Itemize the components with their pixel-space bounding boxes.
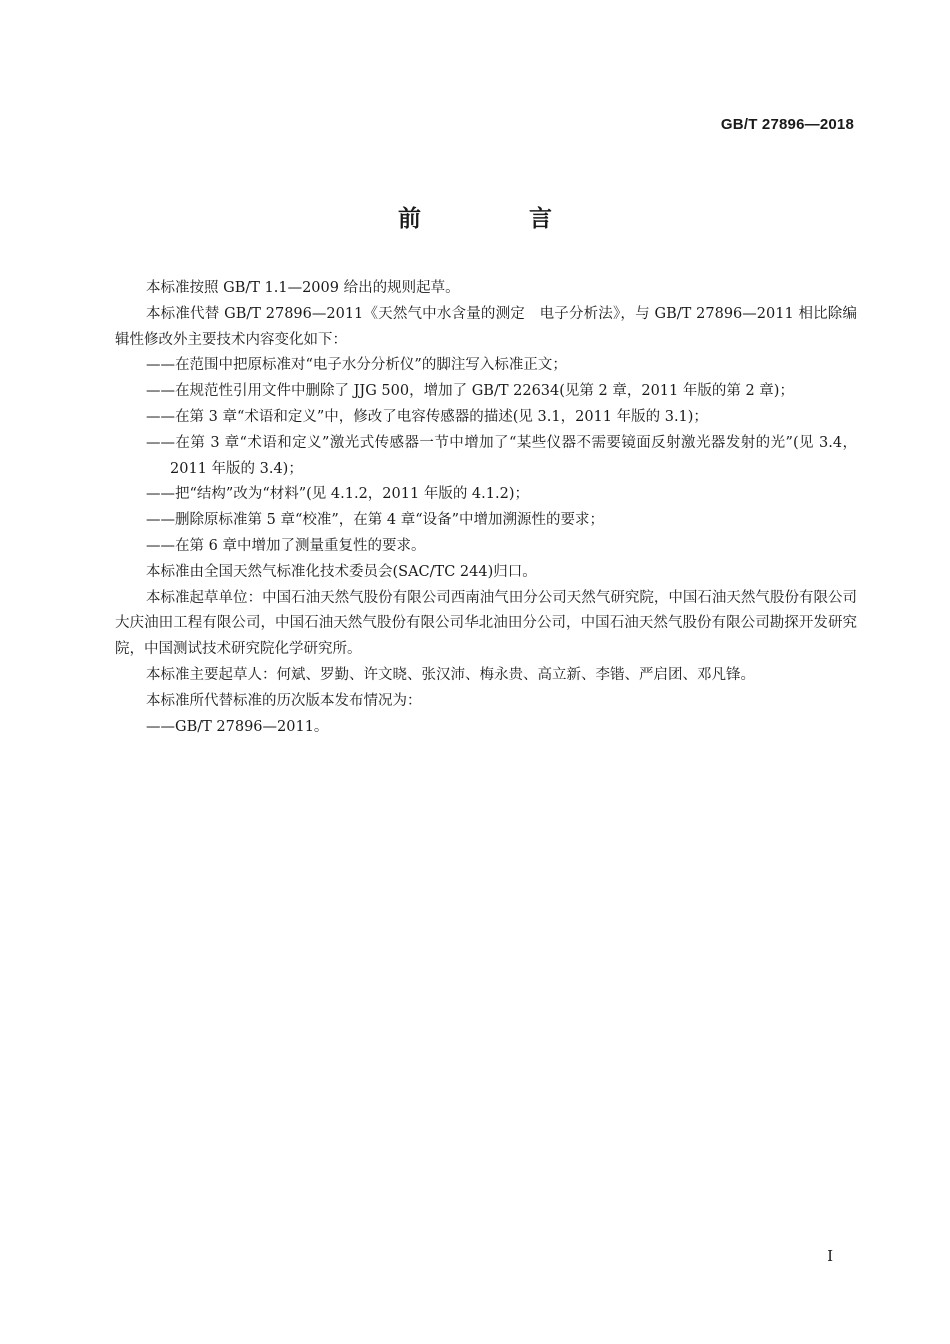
page-title: 前 言 (397, 206, 602, 232)
history-item: ——GB/T 27896—2011。 (146, 718, 329, 735)
paragraph-drafting-rules: 本标准按照 GB/T 1.1—2009 给出的规则起草。 (146, 280, 460, 296)
change-item: ——在规范性引用文件中删除了 JJG 500，增加了 GB/T 22634(见第 2 章，2011 年版的第 2 章)； (146, 383, 794, 400)
change-item: ——删除原标准第 5 章“校准”，在第 4 章“设备”中增加溯源性的要求； (146, 512, 605, 529)
page-number: I (827, 1247, 833, 1265)
change-item: ——把“结构”改为“材料”(见 4.1.2，2011 年版的 4.1.2)； (146, 486, 529, 503)
paragraph-replacement: 本标准代替 GB/T 27896—2011《天然气中水含量的测定 电子分析法》，与 GB/T 27896—2011 相比除编辑性修改外主要技术内容变化如下： (115, 305, 857, 348)
change-item: ——在第 6 章中增加了测量重复性的要求。 (146, 537, 426, 554)
standard-code: GB/T 27896—2018 (720, 116, 854, 133)
paragraph-drafting-units: 本标准起草单位：中国石油天然气股份有限公司西南油气田分公司天然气研究院，中国石油天然气股份有限公司大庆油田工程有限公司，中国石油天然气股份有限公司华北油田分公司，中国石油天然气股份有限公司勘探开发研究院，中国测试技术研究院化学研究所。 (115, 589, 857, 658)
paragraph-drafters: 本标准主要起草人：何斌、罗勤、许文晓、张汉沛、梅永贵、高立新、李锴、严启团、邓凡锋。 (146, 666, 755, 683)
change-item: ——在第 3 章“术语和定义”激光式传感器一节中增加了“某些仪器不需要镜面反射激光器发射的光”(见 3.4，2011 年版的 3.4)； (146, 434, 857, 477)
foreword-body (115, 276, 857, 740)
paragraph-history-intro: 本标准所代替标准的历次版本发布情况为： (146, 692, 422, 709)
change-item: ——在范围中把原标准对“电子水分分析仪”的脚注写入标准正文； (146, 357, 567, 374)
paragraph-responsible-committee: 本标准由全国天然气标准化技术委员会(SAC/TC 244)归口。 (146, 563, 537, 580)
change-item: ——在第 3 章“术语和定义”中，修改了电容传感器的描述(见 3.1，2011 年版的 3.1)； (146, 408, 708, 425)
